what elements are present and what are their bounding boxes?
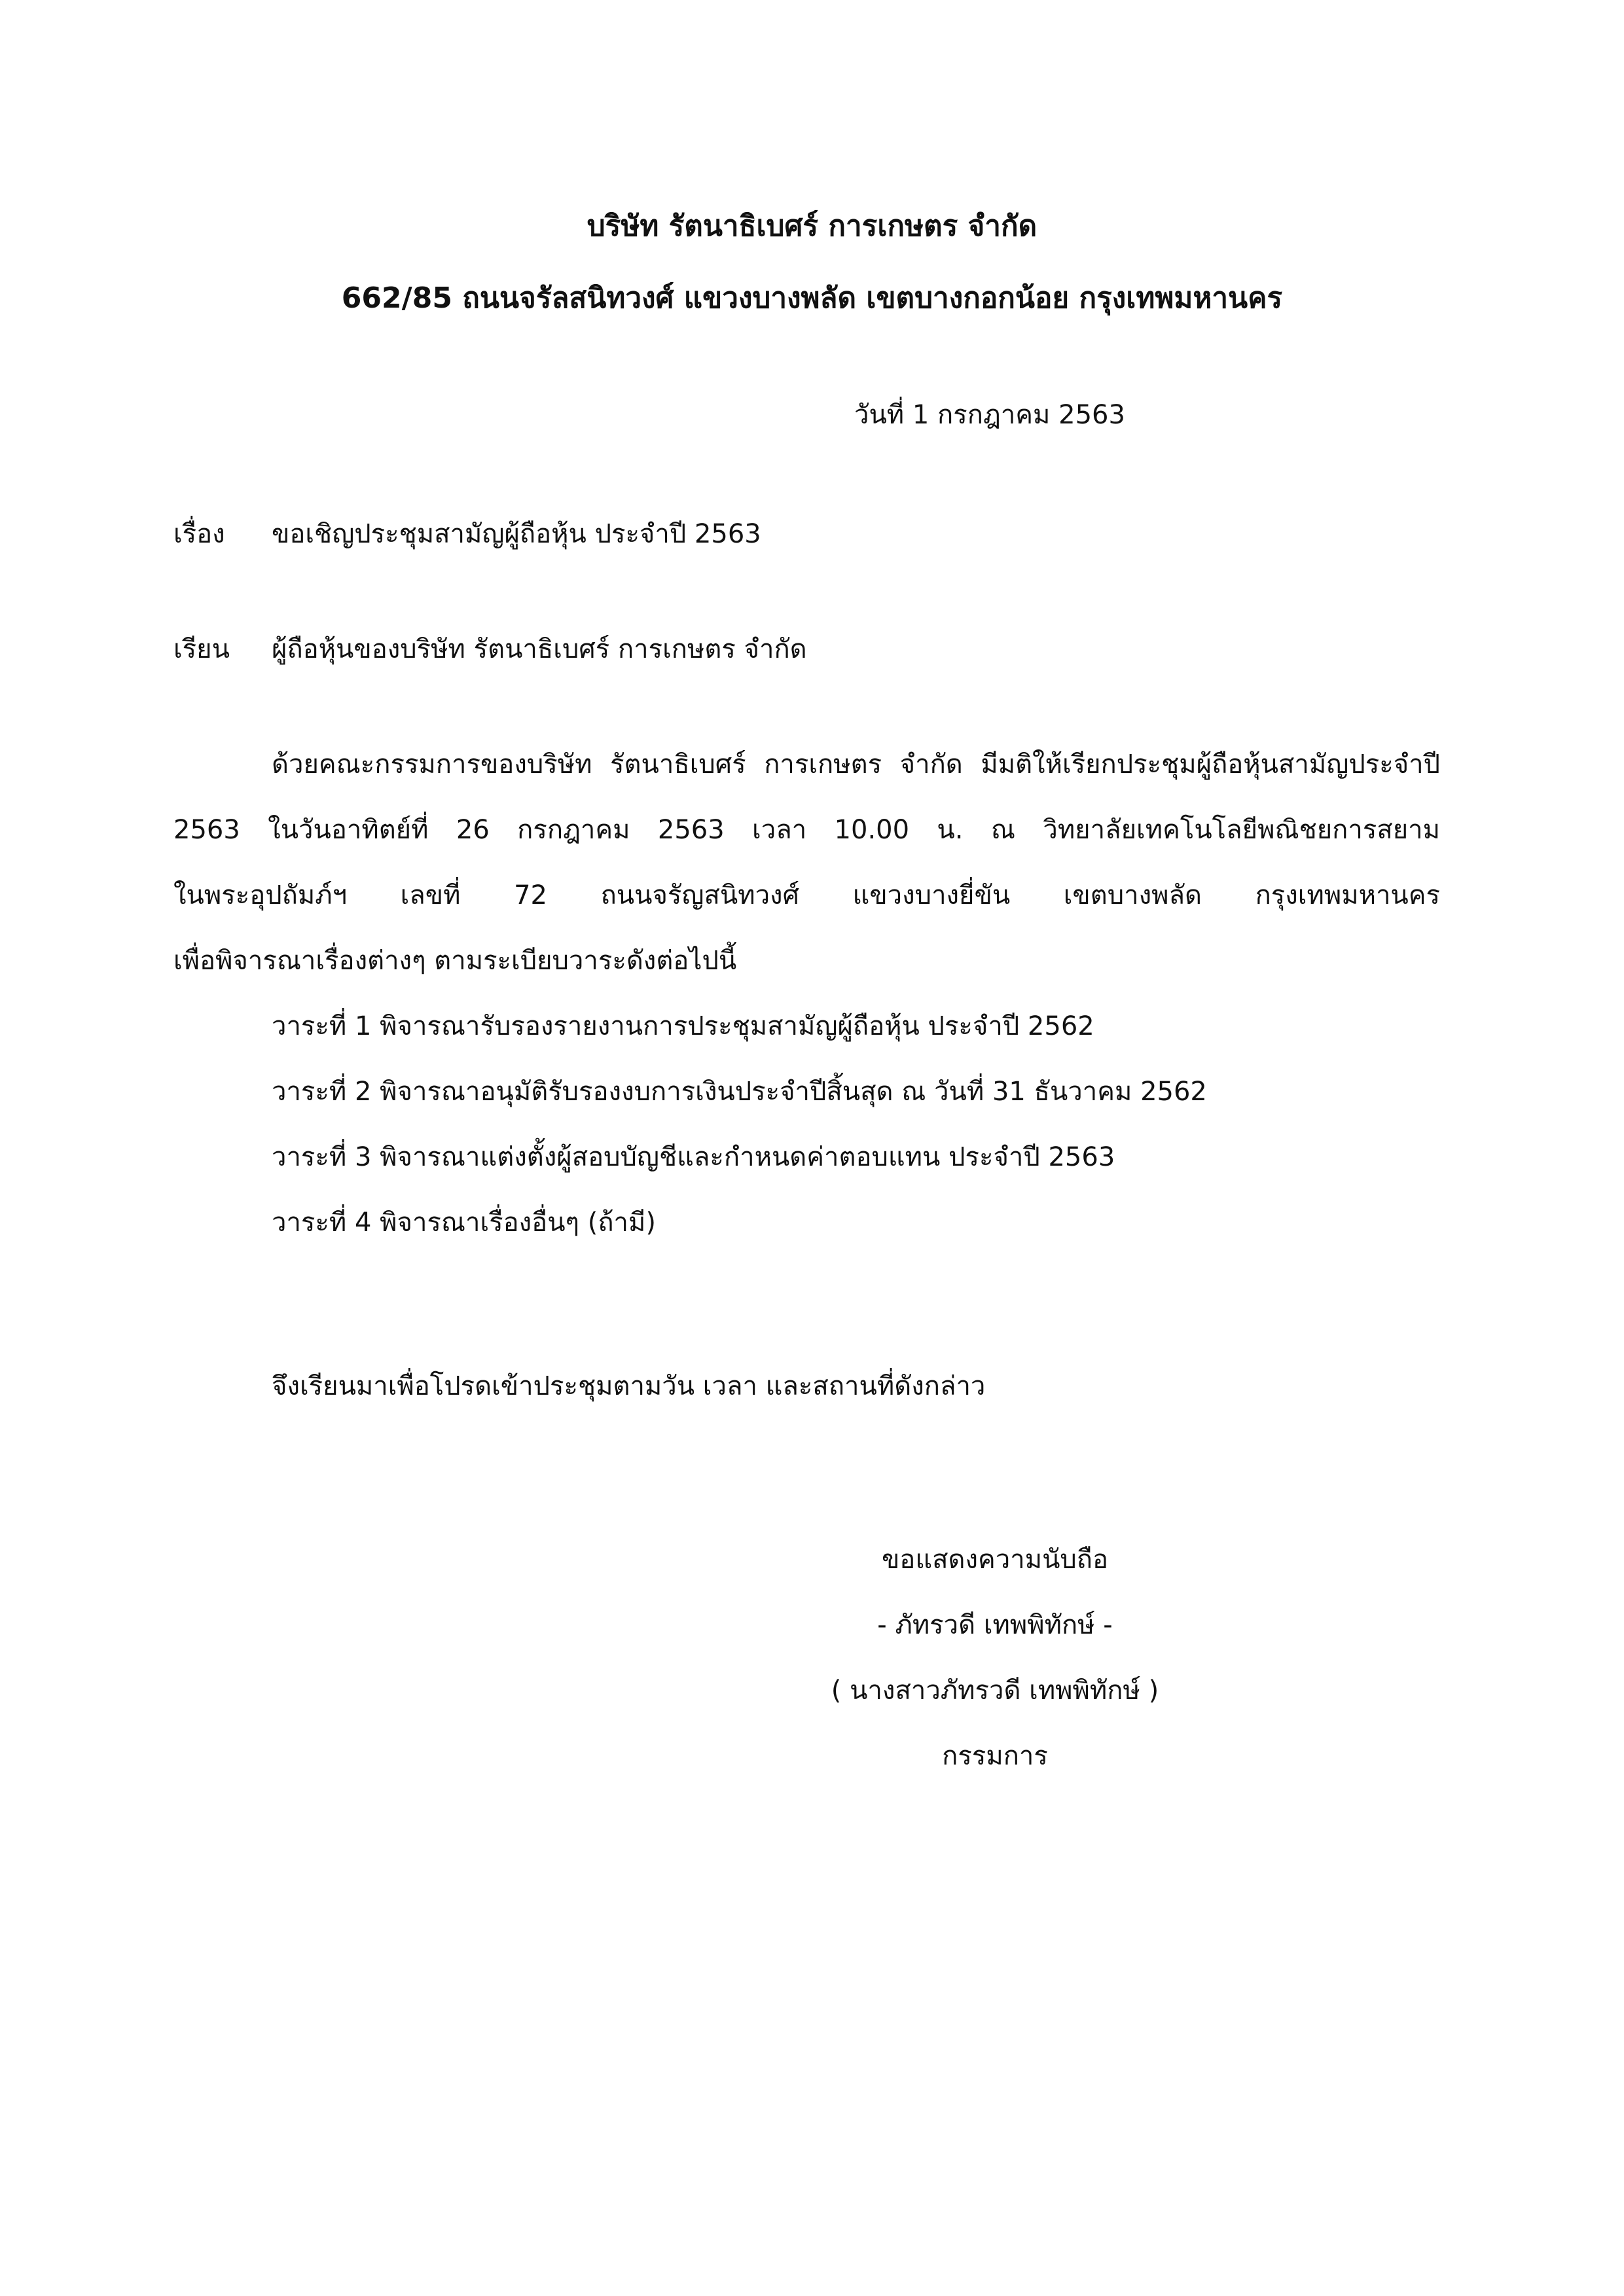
agenda-item: วาระที่ 3 พิจารณาแต่งตั้งผู้สอบบัญชีและกำหนดค่าตอบแทน ประจำปี 2563 [272,1142,1115,1172]
subject-label: เรื่อง [173,519,225,549]
closing-text: จึงเรียนมาเพื่อโปรดเข้าประชุมตามวัน เวลา และสถานที่ดังกล่าว [272,1371,986,1401]
recipient-text: ผู้ถือหุ้นของบริษัท รัตนาธิเบศร์ การเกษตร จำกัด [272,634,807,664]
agenda-item: วาระที่ 2 พิจารณาอนุมัติรับรองงบการเงินประจำปีสิ้นสุด ณ วันที่ 31 ธันวาคม 2562 [272,1077,1207,1107]
letter-date: วันที่ 1 กรกฎาคม 2563 [854,400,1125,430]
body-line: 2563 ในวันอาทิตย์ที่ 26 กรกฎาคม 2563 เวลา 10.00 น. ณ วิทยาลัยเทคโนโลยีพณิชยการสยาม [173,815,1440,845]
signature-position: กรรมการ [942,1741,1048,1771]
recipient-label: เรียน [173,634,230,664]
signature-full-name: ( นางสาวภัทรวดี เทพพิทักษ์ ) [831,1676,1159,1706]
body-line: ด้วยคณะกรรมการของบริษัท รัตนาธิเบศร์ การเกษตร จำกัด มีมติให้เรียกประชุมผู้ถือหุ้นสามัญประจำปี [272,749,1440,780]
signature-salutation: ขอแสดงความนับถือ [881,1545,1109,1575]
body-line: ในพระอุปถัมภ์ฯ เลขที่ 72 ถนนจรัญสนิทวงศ์ แขวงบางยี่ขัน เขตบางพลัด กรุงเทพมหานคร [173,880,1440,910]
agenda-item: วาระที่ 1 พิจารณารับรองรายงานการประชุมสามัญผู้ถือหุ้น ประจำปี 2562 [272,1011,1094,1041]
company-address: 662/85 ถนนจรัลสนิทวงศ์ แขวงบางพลัด เขตบางกอกน้อย กรุงเทพมหานคร [341,281,1283,315]
signature-signed-name: - ภัทรวดี เทพพิทักษ์ - [877,1610,1113,1640]
subject-text: ขอเชิญประชุมสามัญผู้ถือหุ้น ประจำปี 2563 [272,519,761,549]
body-line: เพื่อพิจารณาเรื่องต่างๆ ตามระเบียบวาระดังต่อไปนี้ [173,946,737,976]
company-name: บริษัท รัตนาธิเบศร์ การเกษตร จำกัด [586,209,1038,243]
agenda-item: วาระที่ 4 พิจารณาเรื่องอื่นๆ (ถ้ามี) [272,1208,656,1238]
